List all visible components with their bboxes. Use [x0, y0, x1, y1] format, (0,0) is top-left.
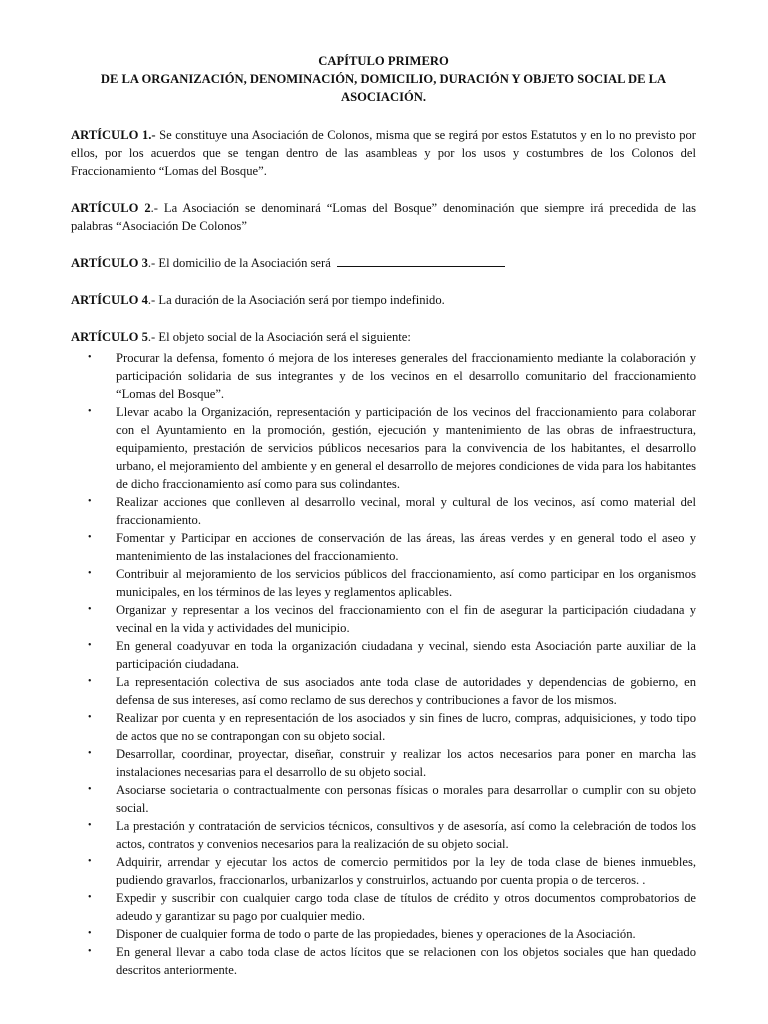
list-item — [71, 493, 696, 529]
list-item-text: En general llevar a cabo toda clase de actos lícitos que se relacionen con los objetos sociales que han quedado descritos anteriormente. — [116, 945, 696, 977]
article-label: ARTÍCULO 4 — [71, 293, 148, 307]
article-text: .- La Asociación se denominará “Lomas del Bosque” denominación que siempre irá precedida de las palabras “Asociación De Colonos” — [71, 201, 696, 233]
list-item-text: Realizar acciones que conlleven al desarrollo vecinal, moral y cultural de los vecinos, así como material del fraccionamiento. — [116, 495, 696, 527]
list-item — [71, 943, 696, 979]
list-item-text: Expedir y suscribir con cualquier cargo toda clase de títulos de crédito y otros documentos comprobatorios de adeudo y garantizar su pago por cualquier medio. — [116, 891, 696, 923]
list-item — [71, 673, 696, 709]
article-text: .- El objeto social de la Asociación será el siguiente: — [147, 330, 411, 344]
bullet-icon: • — [88, 892, 92, 903]
bullet-icon: • — [88, 352, 92, 363]
article-text: Se constituye una Asociación de Colonos, misma que se regirá por estos Estatutos y en lo no previsto por ellos, por los acuerdos que se tengan dentro de las asambleas y por los usos y costumbres de los Colonos del Fraccionamiento “Lomas del Bosque”. — [71, 128, 696, 178]
bullet-icon: • — [88, 748, 92, 759]
bullet-icon: • — [88, 532, 92, 543]
list-item — [71, 403, 696, 493]
chapter-heading — [71, 52, 696, 106]
bullet-icon: • — [88, 496, 92, 507]
article-2 — [71, 199, 696, 235]
list-item-text: La representación colectiva de sus asociados ante toda clase de autoridades y dependencias de gobierno, en defensa de sus intereses, así como reclamo de sus derechos y contribuciones a favor de los mismos. — [116, 675, 696, 707]
article-3 — [71, 254, 696, 272]
article-text: .- El domicilio de la Asociación será — [147, 256, 331, 270]
bullet-icon: • — [88, 604, 92, 615]
list-item — [71, 781, 696, 817]
list-item-text: Asociarse societaria o contractualmente con personas físicas o morales para desarrollar o cumplir con su objeto social. — [116, 783, 696, 815]
list-item — [71, 349, 696, 403]
list-item-text: Disponer de cualquier forma de todo o parte de las propiedades, bienes y operaciones de la Asociación. — [116, 927, 636, 941]
list-item-text: Procurar la defensa, fomento ó mejora de los intereses generales del fraccionamiento mediante la colaboración y participación solidaria de sus integrantes y de los vecinos en el desarrollo comunitario del fraccionamiento “Lomas del Bosque”. — [116, 351, 696, 401]
article-5 — [71, 328, 696, 346]
list-item-text: Organizar y representar a los vecinos del fraccionamiento con el fin de asegurar la participación ciudadana y vecinal en la vida y actividades del municipio. — [116, 603, 696, 635]
list-item-text: En general coadyuvar en toda la organización ciudadana y vecinal, siendo esta Asociación parte auxiliar de la participación ciudadana. — [116, 639, 696, 671]
list-item-text: Desarrollar, coordinar, proyectar, diseñar, construir y realizar los actos necesarios para poner en marcha las instalaciones necesarias para el desarrollo de su objeto social. — [116, 747, 696, 779]
article-text: .- La duración de la Asociación será por tiempo indefinido. — [147, 293, 445, 307]
article-label: ARTÍCULO 1.- — [71, 128, 156, 142]
list-item — [71, 853, 696, 889]
list-item-text: Adquirir, arrendar y ejecutar los actos de comercio permitidos por la ley de toda clase de bienes inmuebles, pudiendo gravarlos, fraccionarlos, urbanizarlos y construirlos, actuando por cuenta propia o de terceros. . — [116, 855, 696, 887]
chapter-title: CAPÍTULO PRIMERO — [318, 54, 449, 68]
list-item — [71, 925, 696, 943]
bullet-icon: • — [88, 712, 92, 723]
list-item — [71, 565, 696, 601]
list-item — [71, 529, 696, 565]
list-item-text: Fomentar y Participar en acciones de conservación de las áreas, las áreas verdes y en general todo el aseo y mantenimiento de las instalaciones del fraccionamiento. — [116, 531, 696, 563]
list-item-text: Llevar acabo la Organización, representación y participación de los vecinos del fraccionamiento para colaborar con el Ayuntamiento en la promoción, gestión, ejecución y mantenimiento de las obras de infraestructura, equipamiento, prestación de servicios públicos necesarios para la convivencia de los habitantes, el desarrollo urbano, el mejoramiento del ambiente y en general el desarrollo de mejores condiciones de vida para los habitantes de dicho fraccionamiento así como para sus colindantes. — [116, 405, 696, 491]
bullet-icon: • — [88, 406, 92, 417]
bullet-icon: • — [88, 946, 92, 957]
article-1 — [71, 126, 696, 180]
list-item-text: Realizar por cuenta y en representación de los asociados y sin fines de lucro, compras, adquisiciones, y todo tipo de actos que no se contrapongan con su objeto social. — [116, 711, 696, 743]
list-item — [71, 745, 696, 781]
bullet-icon: • — [88, 820, 92, 831]
bullet-icon: • — [88, 568, 92, 579]
list-item — [71, 601, 696, 637]
bullet-icon: • — [88, 676, 92, 687]
list-item — [71, 637, 696, 673]
social-object-list — [71, 349, 696, 979]
list-item-text: La prestación y contratación de servicios técnicos, consultivos y de asesoría, así como la celebración de todos los actos, contratos y convenios necesarios para la realización de su objeto social. — [116, 819, 696, 851]
chapter-subtitle: DE LA ORGANIZACIÓN, DENOMINACIÓN, DOMICILIO, DURACIÓN Y OBJETO SOCIAL DE LA ASOCIACIÓN. — [100, 72, 667, 104]
article-label: ARTÍCULO 2 — [71, 201, 151, 215]
article-label: ARTÍCULO 5 — [71, 330, 148, 344]
domicile-blank-line — [337, 254, 505, 267]
list-item-text: Contribuir al mejoramiento de los servicios públicos del fraccionamiento, así como participar en los organismos municipales, en los términos de las leyes y reglamentos aplicables. — [116, 567, 696, 599]
list-item — [71, 817, 696, 853]
bullet-icon: • — [88, 928, 92, 939]
bullet-icon: • — [88, 640, 92, 651]
list-item — [71, 709, 696, 745]
bullet-icon: • — [88, 784, 92, 795]
article-4 — [71, 291, 696, 309]
list-item — [71, 889, 696, 925]
article-label: ARTÍCULO 3 — [71, 256, 148, 270]
bullet-icon: • — [88, 856, 92, 867]
